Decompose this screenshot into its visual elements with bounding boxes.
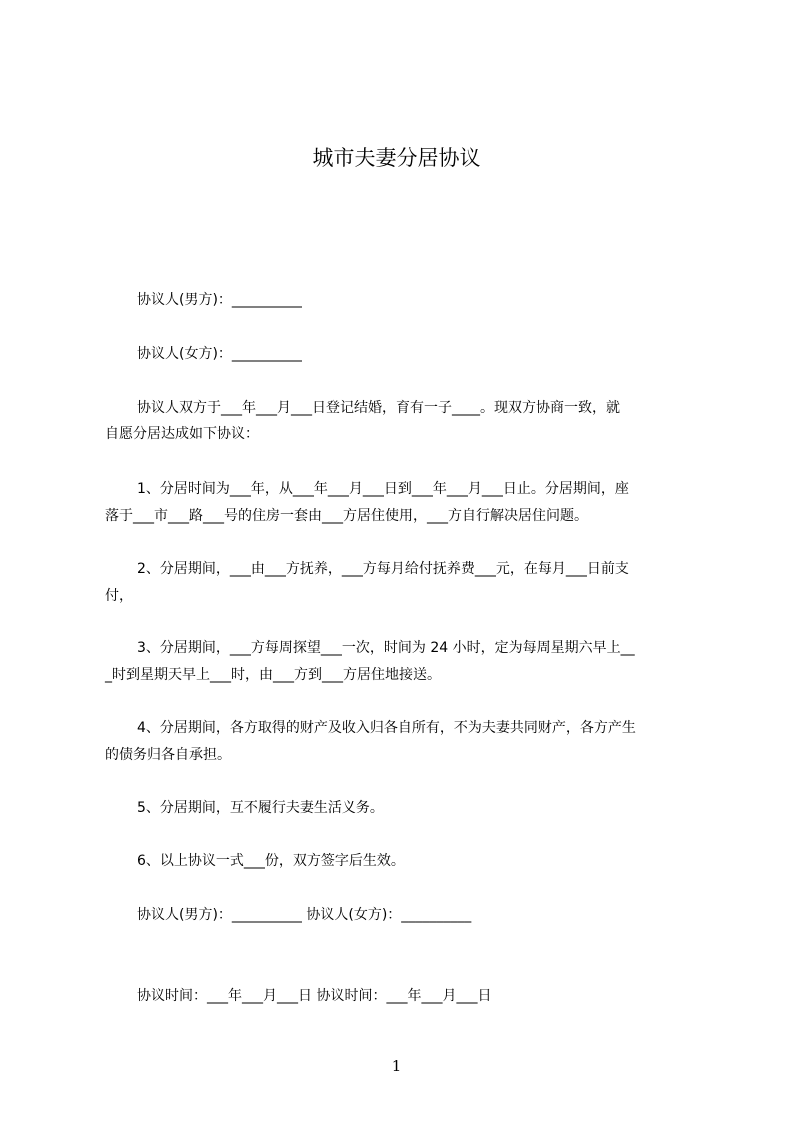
clause-2-line-1: 2、分居期间，___由___方抚养，___方每月给付抚养费___元，在每月___日前支 <box>137 561 629 577</box>
clause-3-line-2: _时到星期天早上___时，由___方到___方居住地接送。 <box>105 667 441 683</box>
party-female-line: 协议人(女方)：__________ <box>137 346 302 362</box>
party-male-line: 协议人(男方)：__________ <box>137 292 302 308</box>
clause-6-line-1: 6、以上协议一式___份，双方签字后生效。 <box>137 853 405 869</box>
date-line: 协议时间：___年___月___日 协议时间：___年___月___日 <box>137 988 492 1004</box>
clause-1-line-1: 1、分居时间为___年，从___年___月___日到___年___月___日止。分居期间，座 <box>137 481 629 497</box>
page-number: 1 <box>391 1057 402 1075</box>
intro-line-1: 协议人双方于___年___月___日登记结婚，育有一子____。现双方协商一致，就 <box>137 400 620 416</box>
intro-line-2: 自愿分居达成如下协议： <box>105 426 259 442</box>
signature-line: 协议人(男方)：__________ 协议人(女方)：__________ <box>137 907 472 923</box>
clause-3-line-1: 3、分居期间，___方每周探望___一次，时间为 24 小时，定为每周星期六早上__ <box>137 640 635 656</box>
clause-5-line-1: 5、分居期间，互不履行夫妻生活义务。 <box>137 800 384 816</box>
clause-1-line-2: 落于___市___路___号的住房一套由___方居住使用，___方自行解决居住问题。 <box>105 508 588 524</box>
document-title: 城市夫妻分居协议 <box>312 146 481 170</box>
clause-4-line-2: 的债务归各自承担。 <box>105 747 231 763</box>
clause-2-line-2: 付， <box>105 588 133 604</box>
clause-4-line-1: 4、分居期间，各方取得的财产及收入归各自所有，不为夫妻共同财产，各方产生 <box>137 720 636 736</box>
